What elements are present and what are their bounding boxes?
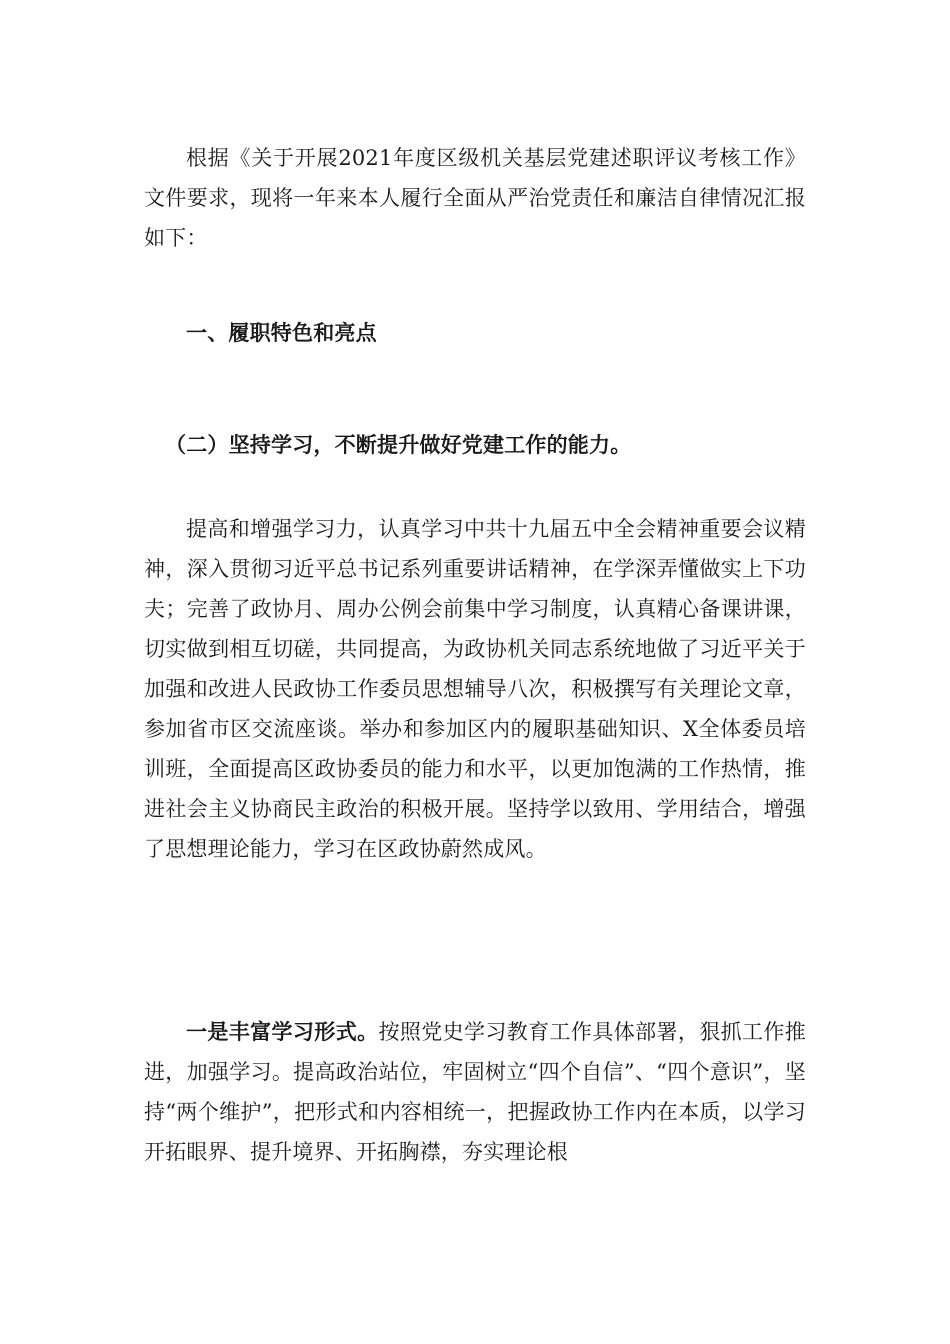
intro-paragraph: 根据《关于开展2021年度区级机关基层党建述职评议考核工作》文件要求，现将一年来本人履行全面从严治党责任和廉洁自律情况汇报如下： (144, 146, 806, 250)
study-paragraph: 提高和增强学习力，认真学习中共十九届五中全会精神重要会议精神，深入贯彻习近平总书记系列重要讲话精神，在学深弄懂做实上下功夫；完善了政协月、周办公例会前集中学习制度，认真精心备课讲课，切实做到相互切磋，共同提高，为政协机关同志系统地做了习近平关于加强和改进人民政协工作委员思想辅导八次，积极撰写有关理论文章，参加省市区交流座谈。举办和参加区内的履职基础知识、X全体委员培训班，全面提高区政协委员的能力和水平，以更加饱满的工作热情，推进社会主义协商民主政治的积极开展。坚持学以致用、学用结合，增强了思想理论能力，学习在区政协蔚然成风。 (144, 517, 806, 861)
study-form-lead: 一是丰富学习形式。 (186, 1019, 379, 1044)
section-heading-1: 一、履职特色和亮点 (186, 320, 377, 345)
subsection-heading-2: （二）坚持学习，不断提升做好党建工作的能力。 (165, 432, 632, 457)
study-form-body: 按照党史学习教育工作具体部署，狠抓工作推进，加强学习。提高政治站位，牢固树立“四个自信”、“四个意识”，坚持“两个维护”，把形式和内容相统一，把握政协工作内在本质，以学习开拓眼界、提升境界、开拓胸襟，夯实理论根 (144, 1020, 806, 1164)
study-form-paragraph (144, 1012, 806, 1172)
